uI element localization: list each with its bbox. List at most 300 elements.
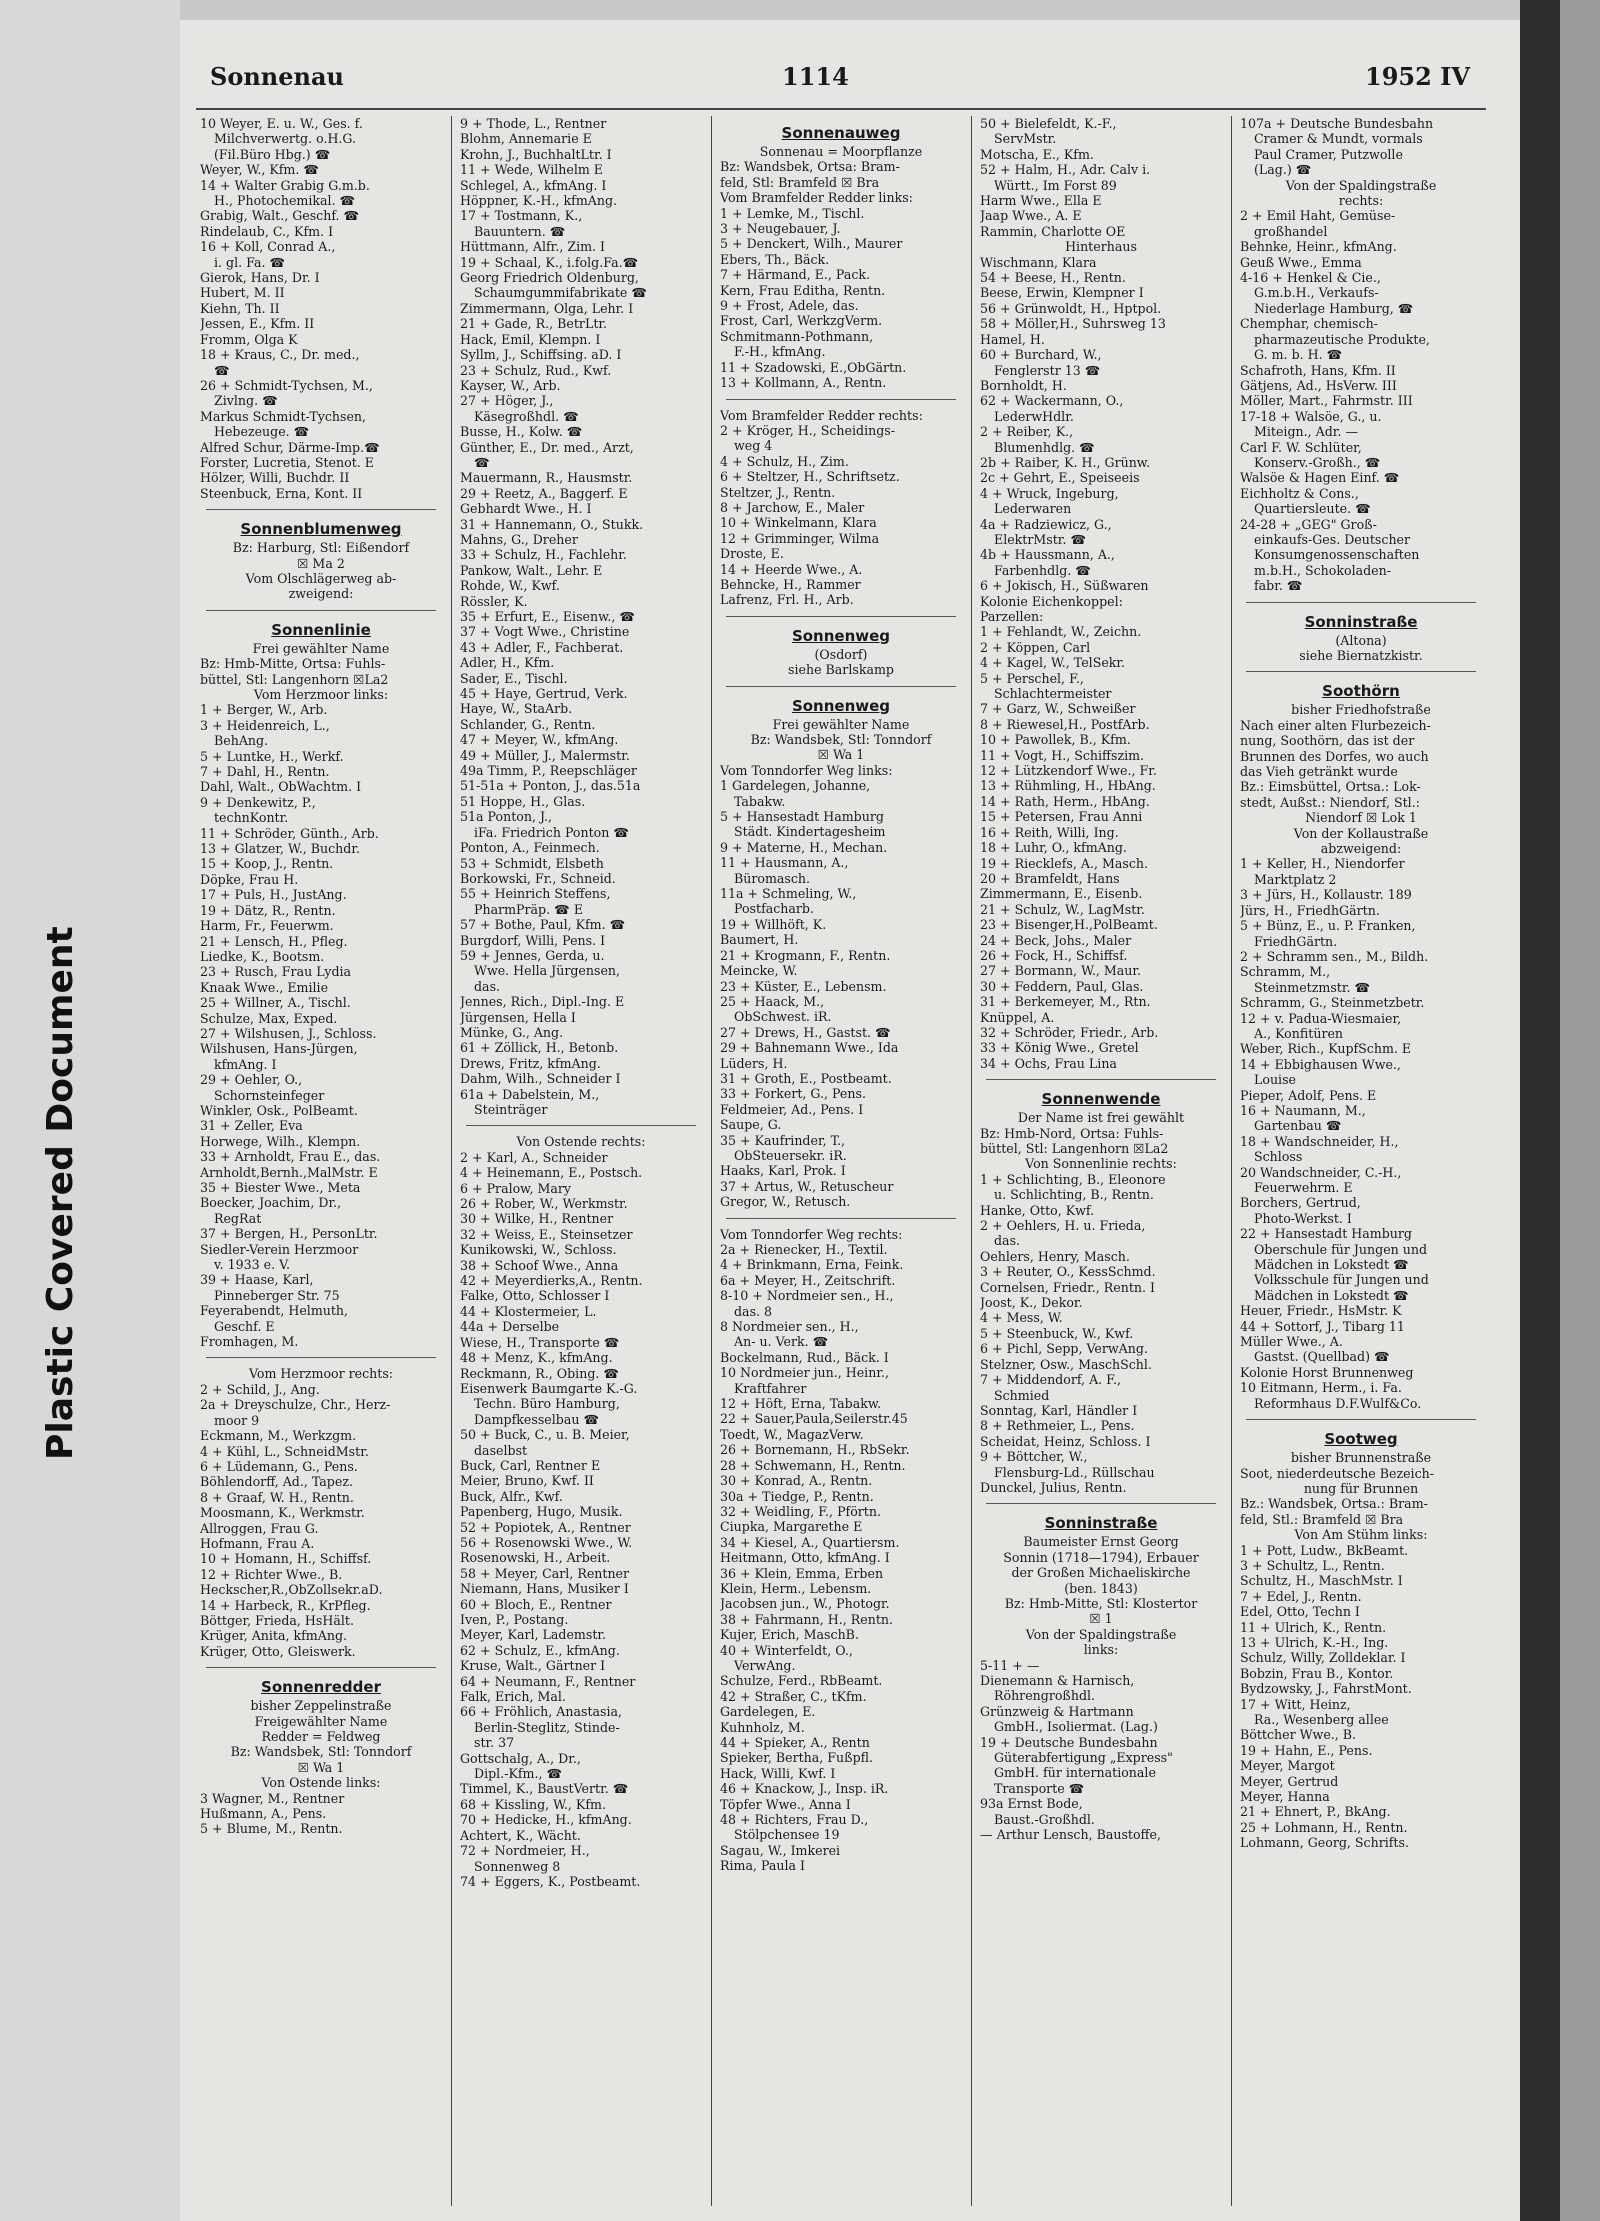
directory-entry: das. bbox=[474, 978, 501, 994]
directory-entry: 14 + Heerde Wwe., A. bbox=[720, 561, 863, 577]
directory-entry: Schlander, G., Rentn. bbox=[460, 716, 596, 732]
directory-entry: feld, Stl.: Bramfeld ☒ Bra bbox=[1240, 1511, 1404, 1527]
directory-entry: Alfred Schur, Därme-Imp.☎ bbox=[200, 439, 380, 455]
directory-entry: ServMstr. bbox=[994, 131, 1057, 147]
directory-entry: Rohde, W., Kwf. bbox=[460, 578, 560, 594]
directory-entry: 33 + Schulz, H., Fachlehr. bbox=[460, 547, 627, 563]
directory-entry: bisher Zeppelinstraße bbox=[250, 1698, 392, 1714]
directory-entry: Württ., Im Forst 89 bbox=[994, 177, 1117, 193]
directory-entry: 11 + Schröder, Günth., Arb. bbox=[200, 825, 379, 841]
directory-entry: 4b + Haussmann, A., bbox=[980, 547, 1115, 563]
directory-entry: 62 + Schulz, E., kfmAng. bbox=[460, 1642, 620, 1658]
street-heading: Soothörn bbox=[1322, 682, 1400, 701]
directory-entry: 5 + Perschel, F., bbox=[980, 670, 1084, 686]
directory-entry: Schulze, Max, Exped. bbox=[200, 1010, 338, 1026]
directory-entry: 36 + Klein, Emma, Erben bbox=[720, 1565, 884, 1581]
directory-entry: Forster, Lucretia, Stenot. E bbox=[200, 454, 374, 470]
directory-entry: 4-16 + Henkel & Cie., bbox=[1240, 270, 1381, 286]
directory-entry: u. Schlichting, B., Rentn. bbox=[994, 1187, 1154, 1203]
directory-entry: 27 + Bormann, W., Maur. bbox=[980, 963, 1142, 979]
directory-entry: Von Ostende rechts: bbox=[516, 1134, 646, 1150]
directory-entry: 93a Ernst Bode, bbox=[980, 1796, 1083, 1812]
directory-entry: Quartiersleute. ☎ bbox=[1254, 501, 1371, 517]
directory-entry: 3 + Jürs, H., Kollaustr. 189 bbox=[1240, 887, 1412, 903]
directory-entry: 5 + Bünz, E., u. P. Franken, bbox=[1240, 918, 1416, 934]
directory-entry: Fenglerstr 13 ☎ bbox=[994, 362, 1101, 378]
directory-entry: 7 + Middendorf, A. F., bbox=[980, 1372, 1121, 1388]
column-divider bbox=[711, 116, 712, 2206]
directory-entry: ObSteuersekr. iR. bbox=[734, 1147, 847, 1163]
directory-entry: 1 + Schlichting, B., Eleonore bbox=[980, 1171, 1166, 1187]
directory-entry: Dampfkesselbau ☎ bbox=[474, 1411, 600, 1427]
directory-entry: Saupe, G. bbox=[720, 1117, 782, 1133]
directory-entry: Konsumgenossenschaften bbox=[1254, 547, 1420, 563]
directory-entry: 25 + Haack, M., bbox=[720, 993, 825, 1009]
directory-entry: Böttcher Wwe., B. bbox=[1240, 1727, 1357, 1743]
directory-entry: Eckmann, M., Werkzgm. bbox=[200, 1428, 357, 1444]
directory-entry: Gätjens, Ad., HsVerw. III bbox=[1240, 377, 1397, 393]
directory-entry: Jennes, Rich., Dipl.-Ing. E bbox=[460, 994, 625, 1010]
directory-entry: 1 + Pott, Ludw., BkBeamt. bbox=[1240, 1542, 1409, 1558]
directory-entry: Geschf. E bbox=[214, 1318, 275, 1334]
directory-entry: 57 + Bothe, Paul, Kfm. ☎ bbox=[460, 917, 626, 933]
directory-entry: Weyer, W., Kfm. ☎ bbox=[200, 162, 320, 178]
directory-entry: 9 + Thode, L., Rentner bbox=[460, 116, 607, 131]
directory-entry: Grabig, Walt., Geschf. ☎ bbox=[200, 208, 360, 224]
directory-entry: ☒ 1 bbox=[1089, 1611, 1113, 1627]
directory-entry: 18 + Kraus, C., Dr. med., bbox=[200, 347, 360, 363]
directory-entry: Jürgensen, Hella I bbox=[460, 1009, 576, 1025]
directory-entry: Hack, Willi, Kwf. I bbox=[720, 1765, 836, 1781]
directory-entry: Transporte ☎ bbox=[994, 1780, 1085, 1796]
directory-entry: 39 + Haase, Karl, bbox=[200, 1272, 314, 1288]
directory-entry: Gregor, W., Retusch. bbox=[720, 1194, 851, 1210]
street-heading: Sonnenweg bbox=[791, 626, 891, 645]
directory-entry: 10 Nordmeier jun., Heinr., bbox=[720, 1365, 889, 1381]
directory-entry: Busse, H., Kolw. ☎ bbox=[460, 424, 583, 440]
directory-entry: Techn. Büro Hamburg, bbox=[474, 1396, 620, 1412]
section-divider bbox=[206, 1667, 436, 1668]
header-street: Sonnenau bbox=[210, 62, 344, 91]
directory-entry: nung, Soothörn, das ist der bbox=[1240, 733, 1415, 749]
directory-entry: 1 + Fehlandt, W., Zeichn. bbox=[980, 624, 1142, 640]
directory-entry: Scheidat, Heinz, Schloss. I bbox=[980, 1433, 1151, 1449]
directory-entry: 50 + Buck, C., u. B. Meier, bbox=[460, 1427, 630, 1443]
directory-entry: 15 + Koop, J., Rentn. bbox=[200, 856, 334, 872]
directory-entry: 11 + Wede, Wilhelm E bbox=[460, 162, 603, 178]
directory-entry: Münke, G., Ang. bbox=[460, 1024, 564, 1040]
directory-entry: Kiehn, Th. II bbox=[200, 300, 280, 316]
directory-entry: 20 Wandschneider, C.-H., bbox=[1240, 1164, 1402, 1180]
directory-entry: Heuer, Friedr., HsMstr. K bbox=[1240, 1303, 1402, 1319]
directory-entry: 31 + Berkemeyer, M., Rtn. bbox=[980, 994, 1151, 1010]
directory-entry: i. gl. Fa. ☎ bbox=[214, 254, 286, 270]
directory-entry: Postfacharb. bbox=[734, 901, 814, 917]
directory-entry: Pankow, Walt., Lehr. E bbox=[460, 562, 603, 578]
street-heading: Sonnenweg bbox=[791, 696, 891, 715]
header-rule bbox=[196, 108, 1486, 110]
section-divider bbox=[726, 686, 956, 687]
directory-entry: Bz: Harburg, Stl: Eißendorf bbox=[232, 540, 410, 556]
directory-entry: Frost, Carl, WerkzgVerm. bbox=[720, 313, 883, 329]
directory-entry: 21 + Krogmann, F., Rentn. bbox=[720, 947, 891, 963]
directory-entry: Kern, Frau Editha, Rentn. bbox=[720, 282, 886, 298]
directory-entry: Krüger, Otto, Gleiswerk. bbox=[200, 1643, 356, 1659]
section-divider bbox=[206, 509, 436, 510]
directory-entry: Konserv.-Großh., ☎ bbox=[1254, 454, 1381, 470]
directory-entry: 6 + Jokisch, H., Süßwaren bbox=[980, 578, 1149, 594]
directory-entry: Jürs, H., FriedhGärtn. bbox=[1240, 902, 1380, 918]
directory-entry: Schulz, Willy, Zolldeklar. I bbox=[1240, 1650, 1406, 1666]
directory-entry: ObSchwest. iR. bbox=[734, 1009, 832, 1025]
directory-entry: BehAng. bbox=[214, 733, 269, 749]
directory-entry: Kolonie Eichenkoppel: bbox=[980, 593, 1123, 609]
directory-entry: 26 + Bornemann, H., RbSekr. bbox=[720, 1442, 910, 1458]
directory-entry: Kolonie Horst Brunnenweg bbox=[1240, 1364, 1414, 1380]
directory-entry: 16 + Koll, Conrad A., bbox=[200, 239, 336, 255]
directory-entry: PharmPräp. ☎ E bbox=[474, 901, 584, 917]
directory-entry: Sader, E., Tischl. bbox=[460, 670, 568, 686]
directory-entry: Von der Spaldingstraße bbox=[1285, 177, 1437, 193]
directory-entry: Sonnin (1718—1794), Erbauer bbox=[1003, 1549, 1199, 1565]
directory-entry: Flensburg-Ld., Rüllschau bbox=[994, 1464, 1155, 1480]
scanner-margin bbox=[0, 0, 180, 2221]
directory-entry: 32 + Weiss, E., Steinsetzer bbox=[460, 1226, 633, 1242]
directory-entry: 3 + Heidenreich, L., bbox=[200, 717, 330, 733]
directory-entry: 3 + Reuter, O., KessSchmd. bbox=[980, 1264, 1156, 1280]
directory-entry: stedt, Außst.: Niendorf, Stl.: bbox=[1240, 794, 1420, 810]
directory-entry: Stölpchensee 19 bbox=[734, 1827, 840, 1843]
directory-entry: 32 + Weidling, F., Pförtn. bbox=[720, 1503, 881, 1519]
directory-entry: Bornholdt, H. bbox=[980, 377, 1067, 393]
directory-page bbox=[180, 20, 1520, 2221]
directory-entry: 18 + Luhr, O., kfmAng. bbox=[980, 840, 1127, 856]
directory-entry: Mauermann, R., Hausmstr. bbox=[460, 470, 633, 486]
directory-entry: 55 + Heinrich Steffens, bbox=[460, 886, 611, 902]
section-divider bbox=[206, 610, 436, 611]
directory-entry: Ponton, A., Feinmech. bbox=[460, 840, 600, 856]
directory-entry: 23 + Küster, E., Lebensm. bbox=[720, 978, 887, 994]
directory-entry: 9 + Denkewitz, P., bbox=[200, 794, 316, 810]
directory-entry: 42 + Straßer, C., tKfm. bbox=[720, 1688, 867, 1704]
directory-entry: 8 + Rethmeier, L., Pens. bbox=[980, 1418, 1135, 1434]
directory-entry: bisher Brunnenstraße bbox=[1290, 1450, 1432, 1466]
directory-entry: Motscha, E., Kfm. bbox=[980, 146, 1094, 162]
directory-entry: 14 + Rath, Herm., HbAng. bbox=[980, 793, 1150, 809]
directory-entry: 44 + Klostermeier, L. bbox=[460, 1303, 597, 1319]
directory-entry: 72 + Nordmeier, H., bbox=[460, 1843, 590, 1859]
directory-entry: der Großen Michaeliskirche bbox=[1011, 1565, 1191, 1581]
directory-entry: Höppner, K.-H., kfmAng. bbox=[460, 193, 618, 209]
directory-entry: büttel, Stl: Langenhorn ☒La2 bbox=[200, 671, 389, 687]
directory-entry: Kunikowski, W., Schloss. bbox=[460, 1242, 617, 1258]
directory-entry: 25 + Lohmann, H., Rentn. bbox=[1240, 1819, 1408, 1835]
directory-entry: Von Ostende links: bbox=[261, 1775, 381, 1791]
directory-entry: Gierok, Hans, Dr. I bbox=[200, 270, 320, 286]
directory-entry: Eichholtz & Cons., bbox=[1240, 485, 1359, 501]
directory-entry: Von der Kollaustraße bbox=[1293, 825, 1429, 841]
directory-entry: 17 + Puls, H., JustAng. bbox=[200, 887, 347, 903]
directory-entry: Der Name ist frei gewählt bbox=[1017, 1110, 1185, 1126]
directory-entry: 2 + Köppen, Carl bbox=[980, 639, 1091, 655]
directory-entry: Vom Herzmoor links: bbox=[253, 687, 389, 702]
directory-entry: Iven, P., Postang. bbox=[460, 1612, 569, 1627]
binding-strip bbox=[1560, 0, 1600, 2221]
directory-entry: Fromhagen, M. bbox=[200, 1334, 299, 1350]
directory-entry: Meyer, Hanna bbox=[1240, 1789, 1330, 1805]
directory-entry: Berlin-Steglitz, Stinde- bbox=[474, 1719, 620, 1735]
directory-entry: ElektrMstr. ☎ bbox=[994, 531, 1087, 547]
section-divider bbox=[986, 1503, 1216, 1504]
directory-entry: 52 + Halm, H., Adr. Calv i. bbox=[980, 162, 1151, 178]
directory-entry: 47 + Meyer, W., kfmAng. bbox=[460, 732, 619, 748]
directory-entry: Nach einer alten Flurbezeich- bbox=[1240, 717, 1431, 733]
directory-entry: Sagau, W., Imkerei bbox=[720, 1842, 841, 1858]
directory-entry: Dienemann & Harnisch, bbox=[980, 1673, 1135, 1688]
directory-entry: 11 + Ulrich, K., Rentn. bbox=[1240, 1619, 1387, 1635]
directory-entry: Blumenhdlg. ☎ bbox=[994, 439, 1095, 455]
directory-entry: 4 + Heinemann, E., Postsch. bbox=[460, 1165, 643, 1181]
column-1 bbox=[200, 116, 442, 1837]
directory-entry: Röhrengroßhdl. bbox=[994, 1688, 1096, 1704]
directory-entry: Böttger, Frieda, HsHält. bbox=[200, 1612, 354, 1628]
directory-entry: 107a + Deutsche Bundesbahn bbox=[1240, 116, 1434, 131]
directory-entry: Spieker, Bertha, Fußpfl. bbox=[720, 1750, 874, 1766]
directory-entry: 29 + Bahnemann Wwe., Ida bbox=[720, 1040, 899, 1056]
directory-entry: ☎ bbox=[214, 362, 230, 378]
directory-entry: Käsegroßhdl. ☎ bbox=[474, 408, 579, 424]
directory-entry: 2 + Oehlers, H. u. Frieda, bbox=[980, 1218, 1146, 1234]
directory-entry: Tabakw. bbox=[734, 793, 786, 809]
directory-entry: Steenbuck, Erna, Kont. II bbox=[200, 485, 363, 501]
directory-entry: GmbH., Isoliermat. (Lag.) bbox=[994, 1719, 1158, 1735]
directory-entry: H., Photochemikal. ☎ bbox=[214, 193, 356, 209]
directory-entry: 1 Gardelegen, Johanne, bbox=[720, 778, 871, 794]
directory-entry: G. m. b. H. ☎ bbox=[1254, 347, 1343, 363]
directory-entry: Reckmann, R., Obing. ☎ bbox=[460, 1365, 620, 1381]
directory-entry: 6 + Pralow, Mary bbox=[460, 1180, 572, 1196]
directory-entry: Gottschalg, A., Dr., bbox=[460, 1750, 581, 1766]
directory-entry: Niemann, Hans, Musiker I bbox=[460, 1581, 629, 1597]
directory-entry: Hack, Emil, Klempn. I bbox=[460, 331, 601, 347]
directory-entry: 10 + Winkelmann, Klara bbox=[720, 515, 877, 531]
directory-entry: bisher Friedhofstraße bbox=[1291, 702, 1431, 718]
directory-entry: 45 + Haye, Gertrud, Verk. bbox=[460, 686, 628, 702]
directory-entry: Hofmann, Frau A. bbox=[200, 1535, 315, 1551]
directory-entry: Frei gewählter Name bbox=[772, 716, 910, 732]
directory-entry: Droste, E. bbox=[720, 546, 784, 562]
column-divider bbox=[451, 116, 452, 2206]
directory-entry: 52 + Popiotek, A., Rentner bbox=[460, 1519, 631, 1535]
directory-entry: 13 + Glatzer, W., Buchdr. bbox=[200, 841, 360, 857]
directory-entry: 17 + Witt, Heinz, bbox=[1240, 1696, 1351, 1712]
directory-entry: Timmel, K., BaustVertr. ☎ bbox=[460, 1781, 629, 1797]
directory-entry: 33 + Forkert, G., Pens. bbox=[720, 1086, 866, 1102]
directory-entry: Schloss bbox=[1254, 1149, 1303, 1165]
directory-entry: Horwege, Wilh., Klempn. bbox=[200, 1133, 361, 1149]
directory-entry: Schultz, H., MaschMstr. I bbox=[1240, 1573, 1403, 1589]
directory-entry: (Lag.) ☎ bbox=[1254, 162, 1312, 178]
directory-entry: 31 + Groth, E., Postbeamt. bbox=[720, 1070, 892, 1086]
directory-entry: 60 + Bloch, E., Rentner bbox=[460, 1596, 612, 1612]
directory-entry: Hubert, M. II bbox=[200, 285, 285, 301]
directory-entry: 56 + Rosenowski Wwe., W. bbox=[460, 1534, 633, 1550]
directory-entry: FriedhGärtn. bbox=[1254, 933, 1338, 949]
directory-entry: Bz.: Eimsbüttel, Ortsa.: Lok- bbox=[1240, 779, 1421, 795]
directory-entry: 10 Eitmann, Herm., i. Fa. bbox=[1240, 1380, 1402, 1396]
directory-entry: RegRat bbox=[214, 1210, 262, 1226]
directory-entry: 53 + Schmidt, Elsbeth bbox=[460, 855, 604, 871]
directory-entry: Bz: Hmb-Mitte, Stl: Klostertor bbox=[1004, 1595, 1198, 1611]
directory-entry: Bydzowsky, J., FahrstMont. bbox=[1240, 1681, 1412, 1697]
directory-entry: 38 + Schoof Wwe., Anna bbox=[460, 1257, 619, 1273]
directory-entry: Baumert, H. bbox=[720, 932, 799, 948]
directory-entry: Volksschule für Jungen und bbox=[1254, 1272, 1429, 1288]
column-divider bbox=[1231, 116, 1232, 2206]
section-divider bbox=[726, 1218, 956, 1219]
directory-entry: 31 + Hannemann, O., Stukk. bbox=[460, 516, 644, 532]
directory-entry: 48 + Richters, Frau D., bbox=[720, 1812, 869, 1828]
directory-entry: Burgdorf, Willi, Pens. I bbox=[460, 932, 606, 948]
directory-entry: 13 + Rühmling, H., HbAng. bbox=[980, 778, 1156, 794]
column-divider bbox=[971, 116, 972, 2206]
directory-entry: 51 Hoppe, H., Glas. bbox=[460, 793, 586, 809]
directory-entry: (Fil.Büro Hbg.) ☎ bbox=[214, 146, 331, 162]
directory-entry: Carl F. W. Schlüter, bbox=[1240, 439, 1362, 455]
directory-entry: An- u. Verk. ☎ bbox=[734, 1334, 829, 1350]
directory-entry: Wwe. Hella Jürgensen, bbox=[474, 963, 621, 979]
directory-entry: 13 + Ulrich, K.-H., Ing. bbox=[1240, 1634, 1389, 1650]
directory-entry: 21 + Gade, R., BetrLtr. bbox=[460, 316, 608, 332]
directory-entry: Günther, E., Dr. med., Arzt, bbox=[460, 439, 634, 455]
directory-entry: 23 + Schulz, Rud., Kwf. bbox=[460, 362, 612, 378]
directory-entry: Behnke, Heinr., kfmAng. bbox=[1240, 239, 1397, 255]
directory-entry: 2 + Schild, J., Ang. bbox=[200, 1381, 320, 1397]
directory-entry: Vom Tonndorfer Weg rechts: bbox=[720, 1226, 903, 1242]
directory-entry: 61a + Dabelstein, M., bbox=[460, 1086, 600, 1102]
directory-entry: 21 + Lensch, H., Pfleg. bbox=[200, 933, 348, 949]
directory-entry: Falke, Otto, Schlosser I bbox=[460, 1288, 610, 1304]
column-2 bbox=[460, 116, 702, 1889]
directory-entry: Syllm, J., Schiffsing. aD. I bbox=[460, 347, 622, 363]
directory-entry: Frei gewählter Name bbox=[252, 640, 390, 656]
directory-entry: Schornsteinfeger bbox=[214, 1087, 325, 1103]
directory-entry: Lafrenz, Frl. H., Arb. bbox=[720, 592, 854, 608]
section-divider bbox=[1246, 602, 1476, 603]
directory-entry: Meier, Bruno, Kwf. II bbox=[460, 1473, 594, 1489]
directory-entry: Haye, W., StaArb. bbox=[460, 701, 573, 717]
directory-entry: 33 + Arnholdt, Frau E., das. bbox=[200, 1149, 381, 1165]
page-header bbox=[210, 62, 1470, 102]
directory-entry: str. 37 bbox=[474, 1735, 515, 1751]
directory-entry: ☒ Wa 1 bbox=[297, 1759, 345, 1775]
directory-entry: 30a + Tiedge, P., Rentn. bbox=[720, 1488, 874, 1504]
directory-entry: 58 + Meyer, Carl, Rentner bbox=[460, 1565, 630, 1581]
directory-entry: Feldmeier, Ad., Pens. I bbox=[720, 1101, 864, 1117]
directory-entry: feld, Stl: Bramfeld ☒ Bra bbox=[720, 174, 880, 190]
directory-entry: 4 + Wruck, Ingeburg, bbox=[980, 485, 1119, 501]
directory-entry: Büromasch. bbox=[734, 870, 811, 886]
directory-entry: 12 + v. Padua-Wiesmaier, bbox=[1240, 1010, 1402, 1026]
directory-entry: 44 + Spieker, A., Rentn bbox=[720, 1735, 870, 1750]
directory-entry: 5 + Blume, M., Rentn. bbox=[200, 1821, 343, 1837]
directory-entry: Steltzer, J., Rentn. bbox=[720, 484, 836, 500]
directory-entry: 19 + Schaal, K., i.folg.Fa.☎ bbox=[460, 254, 639, 270]
directory-entry: 46 + Knackow, J., Insp. iR. bbox=[720, 1781, 889, 1797]
directory-entry: Von Sonnenlinie rechts: bbox=[1025, 1156, 1177, 1172]
street-heading: Sonnenblumenweg bbox=[240, 520, 402, 539]
directory-entry: (Osdorf) bbox=[814, 646, 868, 662]
directory-entry: links: bbox=[1083, 1642, 1119, 1658]
directory-entry: 19 + Willhöft, K. bbox=[720, 916, 827, 932]
directory-entry: Sonntag, Karl, Händler I bbox=[980, 1402, 1138, 1418]
directory-entry: Schramm, G., Steinmetzbetr. bbox=[1240, 995, 1425, 1011]
directory-entry: Milchverwertg. o.H.G. bbox=[214, 131, 357, 147]
directory-entry: 61 + Zöllick, H., Betonb. bbox=[460, 1040, 619, 1056]
directory-entry: 5-11 + — bbox=[980, 1657, 1040, 1673]
directory-entry: 29 + Reetz, A., Baggerf. E bbox=[460, 485, 628, 501]
directory-entry: Allroggen, Frau G. bbox=[200, 1520, 319, 1536]
directory-entry: zweigend: bbox=[288, 586, 354, 602]
directory-entry: Gartenbau ☎ bbox=[1254, 1118, 1342, 1134]
directory-entry: Krüger, Anita, kfmAng. bbox=[200, 1628, 348, 1644]
directory-entry: Reformhaus D.F.Wulf&Co. bbox=[1254, 1395, 1422, 1411]
directory-entry: 7 + Härmand, E., Pack. bbox=[720, 267, 871, 283]
street-heading: Sonnenredder bbox=[261, 1678, 381, 1697]
directory-entry: Photo-Werkst. I bbox=[1254, 1210, 1352, 1226]
directory-entry: 35 + Biester Wwe., Meta bbox=[200, 1180, 361, 1195]
directory-entry: 12 + Richter Wwe., B. bbox=[200, 1566, 343, 1582]
directory-entry: Zimmermann, Olga, Lehr. I bbox=[460, 300, 634, 316]
directory-entry: 7 + Garz, W., Schweißer bbox=[980, 701, 1136, 717]
directory-entry: 22 + Sauer,Paula,Seilerstr.45 bbox=[720, 1411, 908, 1427]
directory-entry: Bz: Hmb-Nord, Ortsa: Fuhls- bbox=[980, 1125, 1164, 1141]
directory-entry: Edel, Otto, Techn I bbox=[1240, 1604, 1360, 1620]
directory-entry: 6 + Pichl, Sepp, VerwAng. bbox=[980, 1341, 1148, 1357]
directory-entry: Bz.: Wandsbek, Ortsa.: Bram- bbox=[1240, 1496, 1428, 1512]
directory-entry: 2 + Emil Haht, Gemüse- bbox=[1240, 208, 1396, 224]
directory-entry: Feyerabendt, Helmuth, bbox=[200, 1303, 349, 1319]
directory-entry: Marktplatz 2 bbox=[1254, 871, 1337, 887]
directory-entry: ☒ Wa 1 bbox=[817, 747, 865, 763]
directory-entry: Wischmann, Klara bbox=[980, 254, 1097, 270]
directory-entry: Döpke, Frau H. bbox=[200, 871, 299, 887]
directory-entry: Achtert, K., Wächt. bbox=[460, 1827, 581, 1843]
directory-entry: A., Konfitüren bbox=[1254, 1025, 1344, 1041]
directory-entry: 16 + Reith, Willi, Ing. bbox=[980, 824, 1119, 840]
directory-entry: 3 Wagner, M., Rentner bbox=[200, 1790, 345, 1806]
section-divider bbox=[726, 399, 956, 400]
directory-entry: Walsöe & Hagen Einf. ☎ bbox=[1240, 470, 1400, 486]
directory-entry: Güterabfertigung „Express" bbox=[994, 1750, 1173, 1766]
directory-entry: 1 + Berger, W., Arb. bbox=[200, 702, 328, 718]
directory-entry: Bz: Wandsbek, Stl: Tonndorf bbox=[230, 1744, 412, 1760]
directory-entry: 58 + Möller,H., Suhrsweg 13 bbox=[980, 316, 1166, 332]
directory-entry: Möller, Mart., Fahrmstr. III bbox=[1240, 393, 1413, 409]
directory-entry: Klein, Herm., Lebensm. bbox=[720, 1580, 872, 1596]
directory-entry: Baust.-Großhdl. bbox=[994, 1811, 1095, 1827]
directory-entry: — Arthur Lensch, Baustoffe, bbox=[980, 1827, 1161, 1843]
directory-entry: 5 + Hansestadt Hamburg bbox=[720, 809, 884, 825]
directory-entry: 26 + Rober, W., Werkmstr. bbox=[460, 1196, 628, 1212]
directory-entry: 74 + Eggers, K., Postbeamt. bbox=[460, 1873, 641, 1889]
directory-entry: Zimmermann, E., Eisenb. bbox=[980, 886, 1143, 902]
directory-entry: Gardelegen, E. bbox=[720, 1704, 816, 1720]
column-4 bbox=[980, 116, 1222, 1842]
directory-entry: 12 + Lützkendorf Wwe., Fr. bbox=[980, 763, 1157, 779]
street-heading: Sonnenauweg bbox=[781, 124, 901, 142]
directory-entry: Meincke, W. bbox=[720, 963, 798, 979]
